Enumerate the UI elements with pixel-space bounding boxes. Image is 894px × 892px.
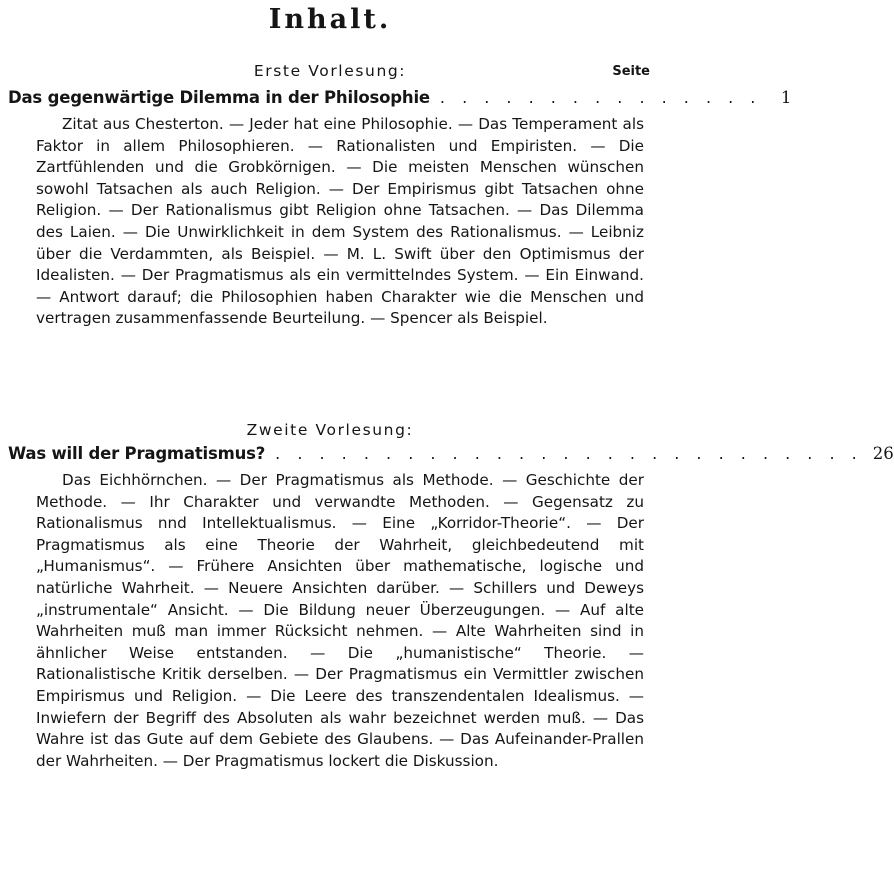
- chapter-title-2[interactable]: Was will der Pragmatismus?: [8, 444, 266, 463]
- toc-entry-2[interactable]: [8, 444, 894, 468]
- chapter-summary-1: [36, 114, 644, 330]
- chapter-title-1[interactable]: Das gegenwärtige Dilemma in der Philosophie: [8, 88, 430, 107]
- page-number-2: 26: [872, 444, 894, 463]
- lecture-heading-2: Zweite Vorlesung:: [246, 421, 414, 439]
- chapter-summary-text-2: Das Eichhörnchen. — Der Pragmatismus als Methode. — Geschichte der Methode. — Ihr Charakter und verwandte Methoden. — Gegensatz zu Rationalismus nnd Intellektualismus. — Eine „Korridor-Theorie“. — Der Pragmatismus als eine Theorie der Wahrheit, gleichbedeutend mit „Humanismus“. — Frühere Ansichten über mathematische, logische und natürliche Wahrheit. — Neuere Ansichten darüber. — Schillers und Deweys „instrumentale“ Ansicht. — Die Bildung neuer Überzeugungen. — Auf alte Wahrheiten muß man immer Rücksicht nehmen. — Alte Wahrheiten sind in ähnlicher Weise entstanden. — Die „humanistische“ Theorie. — Rationalistische Kritik derselben. — Der Pragmatismus ein Vermittler zwischen Empirismus und Religion. — Die Leere des transzendentalen Idealismus. — Inwiefern der Begriff des Absoluten als wahr bezeichnet werden muß. — Das Wahre ist das Gute auf dem Gebiete des Glaubens. — Das Aufeinander-Prallen der Wahrheiten. — Der Pragmatismus lockert die Diskussion.: [36, 471, 644, 770]
- page-column-label: Seite: [612, 64, 650, 79]
- page-number-1: 1: [780, 88, 792, 107]
- toc-entry-1[interactable]: [8, 88, 792, 112]
- chapter-summary-2: [36, 470, 644, 772]
- page-title: Inhalt.: [268, 4, 392, 35]
- dot-leader-1: . . . . . . . . . . . . . . .: [439, 88, 762, 107]
- chapter-summary-text-1: Zitat aus Chesterton. — Jeder hat eine Philosophie. — Das Temperament als Faktor in allem Philosophieren. — Rationalisten und Empiristen. — Die Zartfühlenden und die Grobkörnigen. — Die meisten Menschen wünschen sowohl Tatsachen als auch Religion. — Der Empirismus gibt Tatsachen ohne Religion. — Der Rationalismus gibt Religion ohne Tatsachen. — Das Dilemma des Laien. — Die Unwirklichkeit in dem System des Rationalismus. — Leibniz über die Verdammten, als Beispiel. — M. L. Swift über den Optimismus der Idealisten. — Der Pragmatismus als ein vermittelndes System. — Ein Einwand. — Antwort darauf; die Philosophien haben Charakter wie die Menschen und vertragen zusammenfassende Beurteilung. — Spencer als Beispiel.: [36, 115, 644, 328]
- lecture-heading-1: Erste Vorlesung:: [253, 62, 407, 80]
- dot-leader-2: . . . . . . . . . . . . . . . . . . . . . . . . . . .: [275, 444, 863, 463]
